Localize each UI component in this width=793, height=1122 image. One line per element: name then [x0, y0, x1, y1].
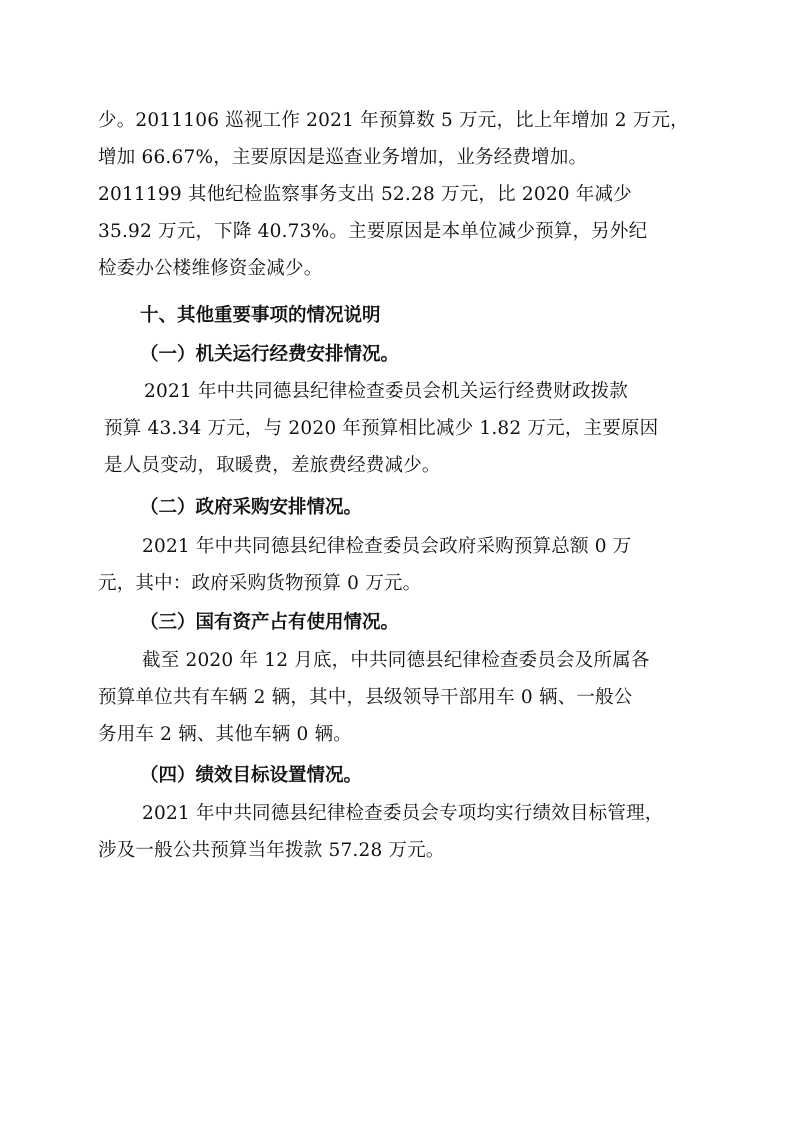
text-line: 预算 43.34 万元，与 2020 年预算相比减少 1.82 万元，主要原因: [104, 418, 659, 439]
text-line: 元，其中：政府采购货物预算 0 万元。: [98, 573, 422, 594]
text-line: 2011199 其他纪检监察事务支出 52.28 万元，比 2020 年减少: [98, 184, 632, 205]
text-line: 涉及一般公共预算当年拨款 57.28 万元。: [98, 840, 445, 861]
text-line: 是人员变动，取暖费，差旅费经费减少。: [104, 455, 441, 476]
section-heading-10: 十、其他重要事项的情况说明: [140, 305, 381, 326]
text-line: 2021 年中共同德县纪律检查委员会机关运行经费财政拨款: [144, 381, 629, 402]
text-line: 2021 年中共同德县纪律检查委员会专项均实行绩效目标管理，: [142, 803, 664, 824]
subheading-procurement: （二）政府采购安排情况。: [140, 497, 363, 518]
paragraph-performance-goals: [98, 795, 704, 869]
text-line: 少。2011106 巡视工作 2021 年预算数 5 万元，比上年增加 2 万元，: [98, 110, 689, 131]
text-line: 2021 年中共同德县纪律检查委员会政府采购预算总额 0 万: [142, 536, 632, 557]
text-line: 增加 66.67%，主要原因是巡查业务增加，业务经费增加。: [98, 147, 588, 168]
paragraph-procurement: [98, 528, 704, 602]
paragraph-state-assets: [98, 642, 704, 753]
text-line: 截至 2020 年 12 月底，中共同德县纪律检查委员会及所属各: [142, 650, 650, 671]
paragraph-discipline-budget: [98, 102, 704, 287]
subheading-performance-goals: （四）绩效目标设置情况。: [140, 765, 363, 786]
text-line: 检委办公楼维修资金减少。: [98, 258, 323, 279]
text-line: 35.92 万元，下降 40.73%。主要原因是本单位减少预算，另外纪: [98, 221, 648, 242]
paragraph-operating-funds: [104, 373, 710, 484]
text-line: 务用车 2 辆、其他车辆 0 辆。: [98, 724, 352, 745]
subheading-operating-funds: （一）机关运行经费安排情况。: [140, 344, 400, 365]
text-line: 预算单位共有车辆 2 辆，其中，县级领导干部用车 0 辆、一般公: [98, 687, 633, 708]
subheading-state-assets: （三）国有资产占有使用情况。: [140, 612, 400, 633]
